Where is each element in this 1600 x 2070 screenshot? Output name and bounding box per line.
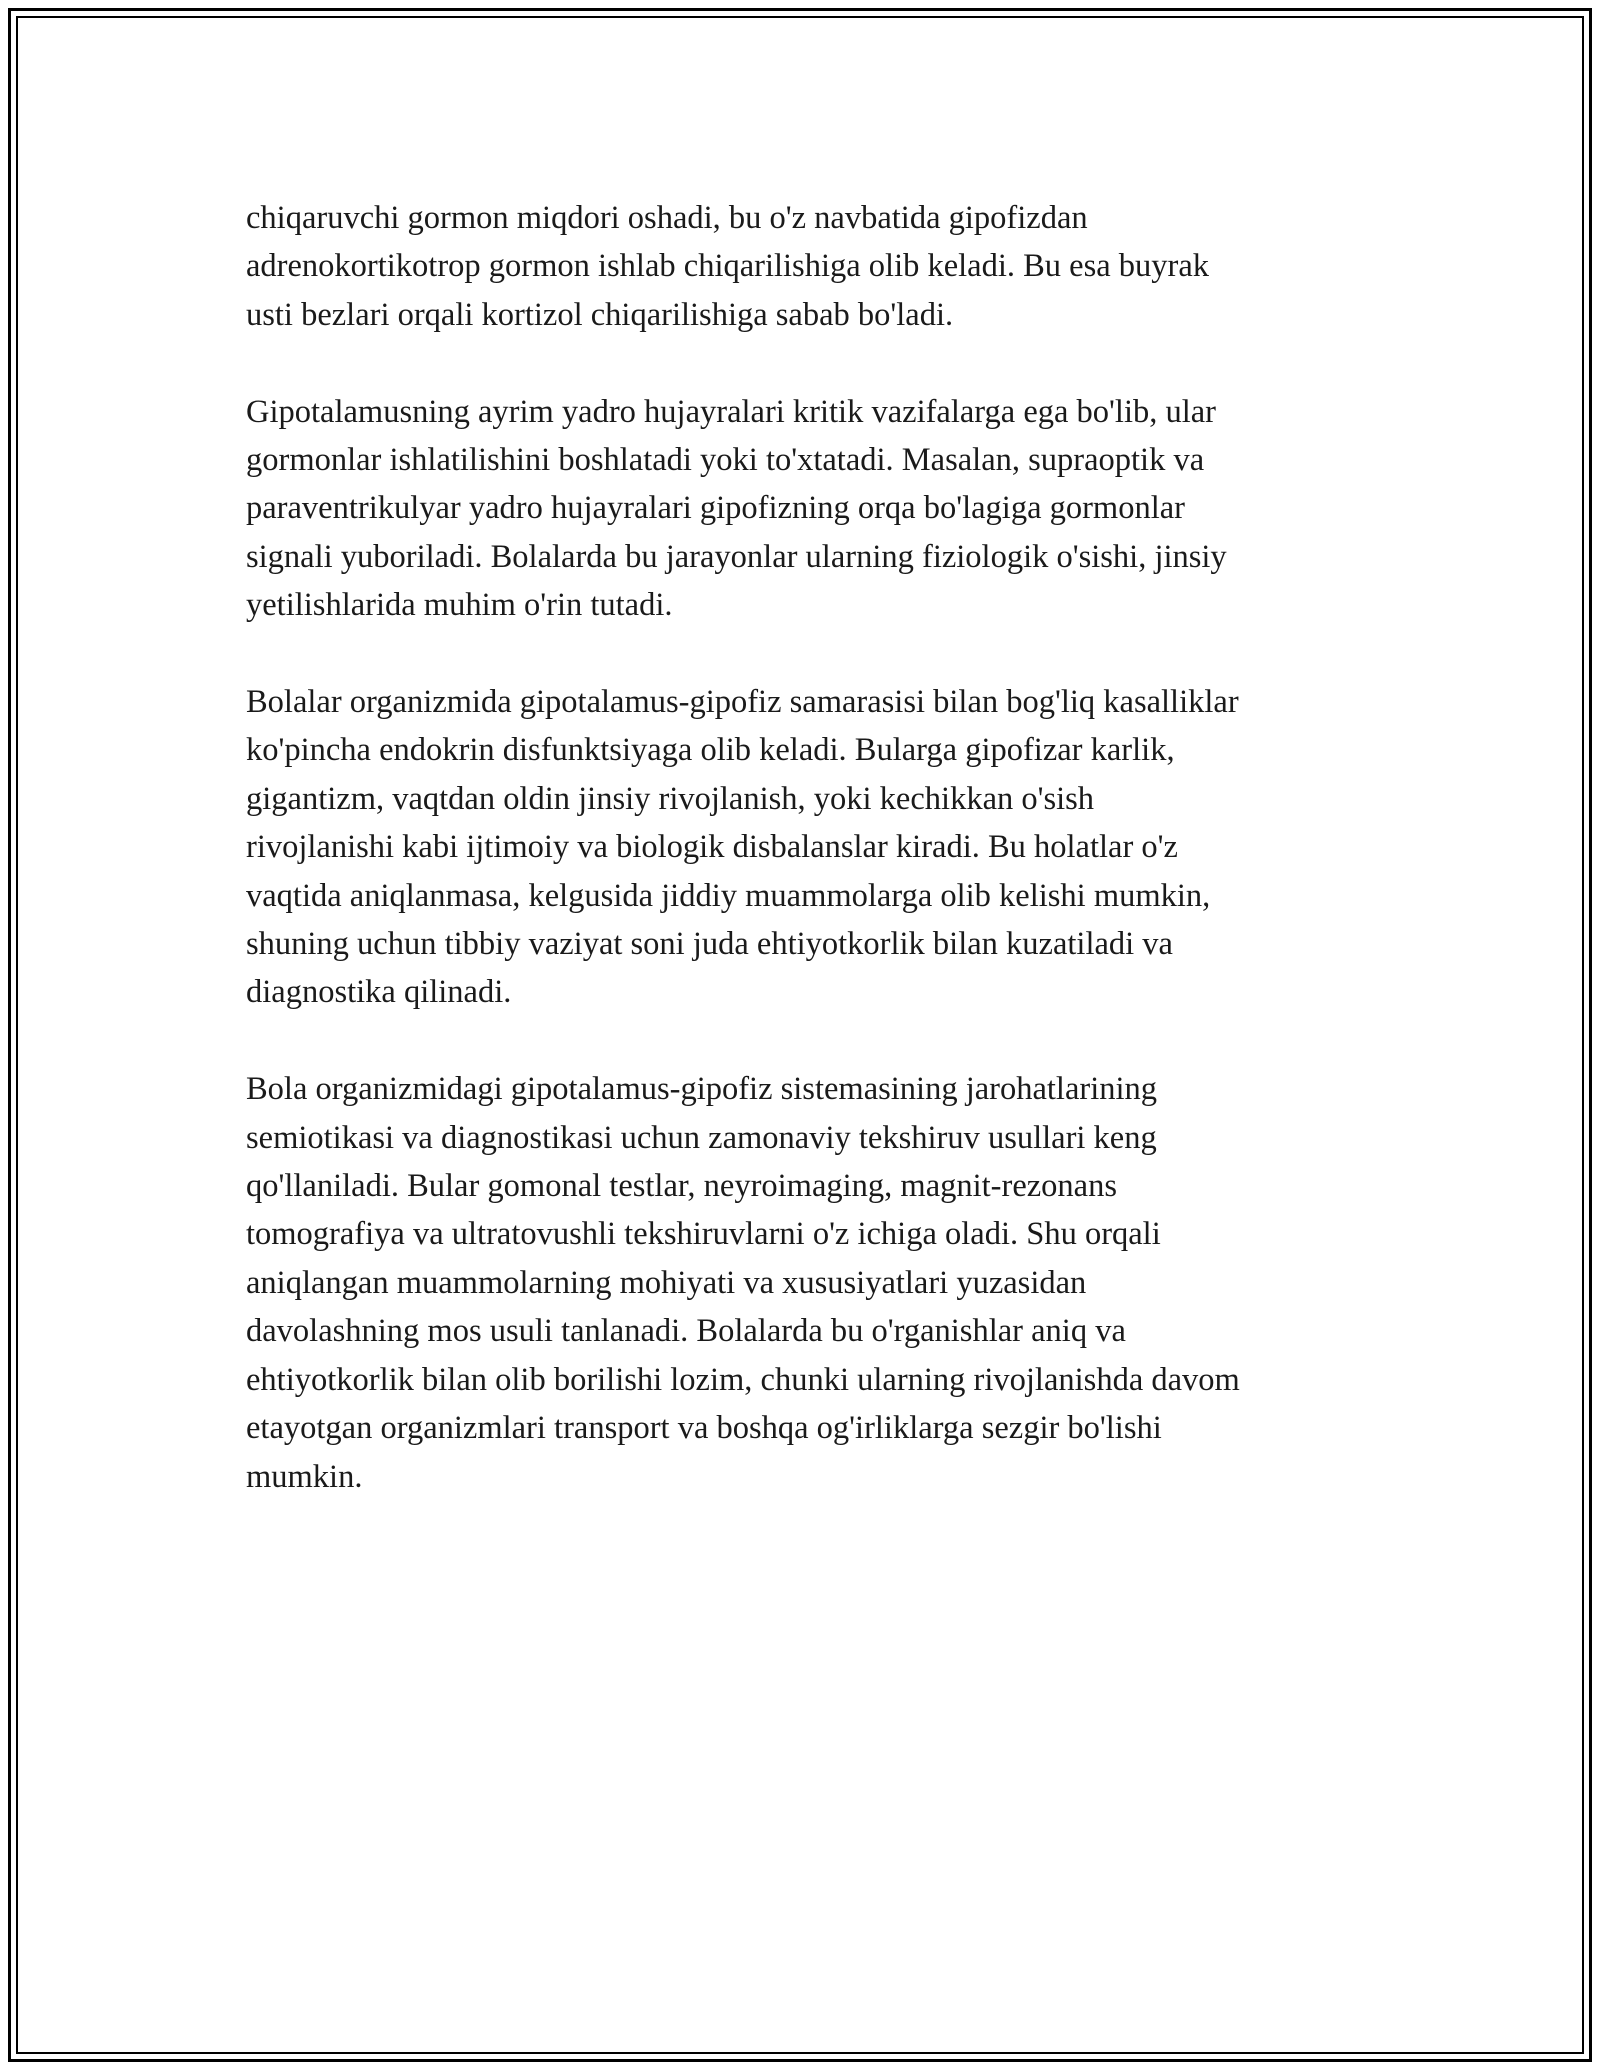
text-line: mumkin. <box>246 1458 363 1495</box>
text-line: signali yuboriladi. Bolalarda bu jarayonlar ularning fiziologik o'sishi, jinsiy <box>246 538 1227 575</box>
text-line: shuning uchun tibbiy vaziyat soni juda ehtiyotkorlik bilan kuzatiladi va <box>246 926 1173 963</box>
text-line: ehtiyotkorlik bilan olib borilishi lozim, chunki ularning rivojlanishda davom <box>246 1361 1240 1398</box>
text-line: aniqlangan muammolarning mohiyati va xususiyatlari yuzasidan <box>246 1264 1087 1301</box>
text-line: rivojlanishi kabi ijtimoiy va biologik disbalanslar kiradi. Bu holatlar o'z <box>246 829 1178 866</box>
text-line: paraventrikulyar yadro hujayralari gipofizning orqa bo'lagiga gormonlar <box>246 490 1185 527</box>
page-frame <box>8 8 1592 2062</box>
text-line: Gipotalamusning ayrim yadro hujayralari kritik vazifalarga ega bo'lib, ular <box>246 393 1217 430</box>
text-line: gigantizm, vaqtdan oldin jinsiy rivojlanish, yoki kechikkan o'sish <box>246 780 1095 817</box>
text-line: davolashning mos usuli tanlanadi. Bolalarda bu o'rganishlar aniq va <box>246 1313 1126 1350</box>
text-line: semiotikasi va diagnostikasi uchun zamonaviy tekshiruv usullari keng <box>246 1119 1157 1156</box>
text-line: yetilishlarida muhim o'rin tutadi. <box>246 587 673 624</box>
document-body <box>246 194 1376 1549</box>
text-line: Bolalar organizmida gipotalamus-gipofiz samarasisi bilan bog'liq kasalliklar <box>246 684 1239 721</box>
text-line: qo'llaniladi. Bular gomonal testlar, neyroimaging, magnit-rezonans <box>246 1168 1117 1205</box>
text-line: ko'pincha endokrin disfunktsiyaga olib keladi. Bularga gipofizar karlik, <box>246 732 1175 769</box>
text-line: diagnostika qilinadi. <box>246 974 512 1011</box>
paragraph-2 <box>246 388 1376 630</box>
text-line: usti bezlari orqali kortizol chiqarilishiga sabab bo'ladi. <box>246 296 954 333</box>
paragraph-3 <box>246 678 1376 1017</box>
text-line: tomografiya va ultratovushli tekshiruvlarni o'z ichiga oladi. Shu orqali <box>246 1216 1161 1253</box>
paragraph-1 <box>246 194 1376 339</box>
text-line: etayotgan organizmlari transport va boshqa og'irliklarga sezgir bo'lishi <box>246 1410 1162 1447</box>
text-line: adrenokortikotrop gormon ishlab chiqarilishiga olib keladi. Bu esa buyrak <box>246 248 1210 285</box>
text-line: Bola organizmidagi gipotalamus-gipofiz sistemasining jarohatlarining <box>246 1071 1158 1108</box>
text-line: gormonlar ishlatilishini boshlatadi yoki to'xtatadi. Masalan, supraoptik va <box>246 442 1205 479</box>
paragraph-4 <box>246 1065 1376 1501</box>
text-line: chiqaruvchi gormon miqdori oshadi, bu o'z navbatida gipofizdan <box>246 200 1088 236</box>
text-line: vaqtida aniqlanmasa, kelgusida jiddiy muammolarga olib kelishi mumkin, <box>246 877 1211 914</box>
